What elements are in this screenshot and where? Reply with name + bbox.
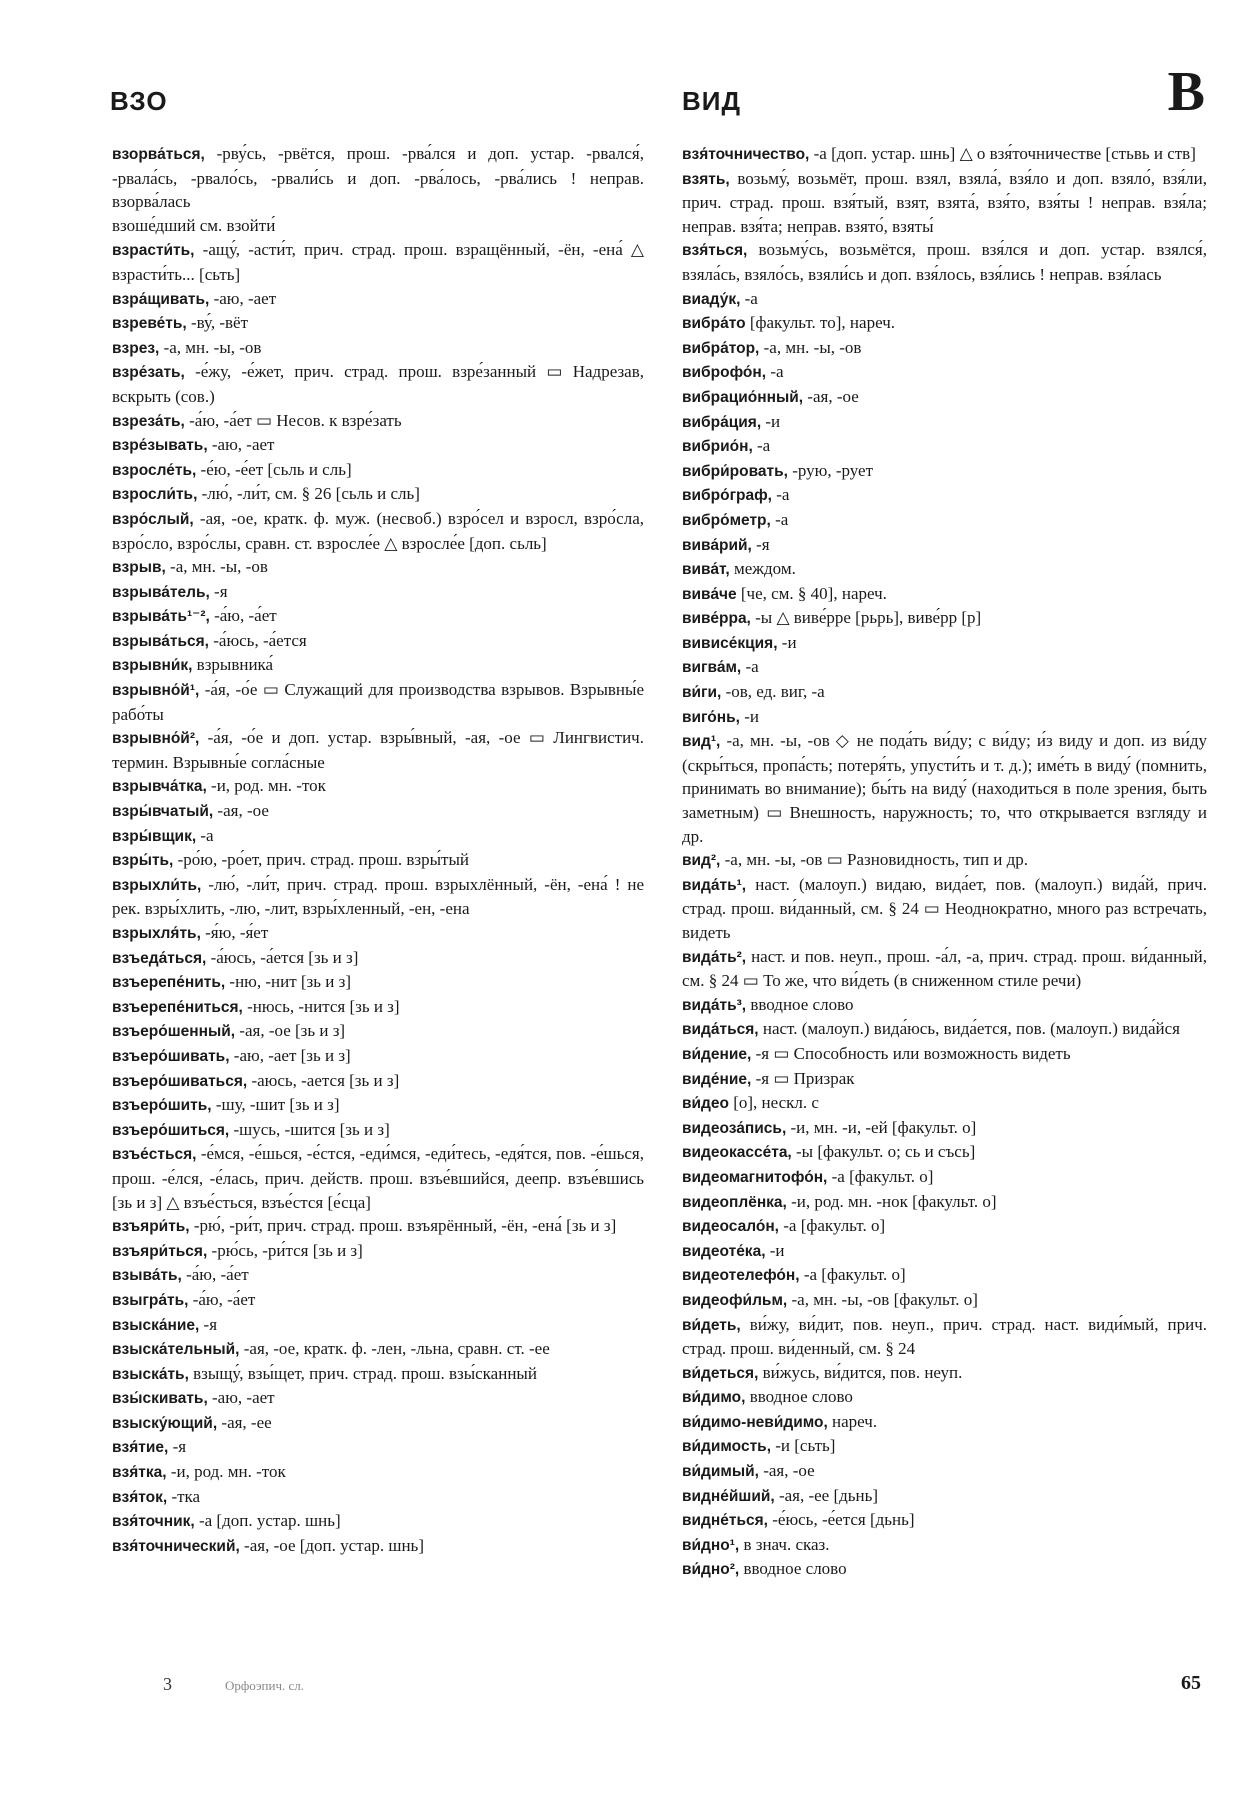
headword: взрывни́к, — [112, 657, 193, 675]
dictionary-entry — [682, 167, 1207, 239]
signature-text: Орфоэпич. сл. — [225, 1678, 305, 1693]
dictionary-entry — [682, 655, 1207, 680]
headword: взъяри́ть, — [112, 1218, 190, 1236]
headword: взрыва́тель, — [112, 583, 210, 601]
running-head-right: ВИД — [682, 86, 741, 116]
headword: взрывно́й², — [112, 730, 200, 748]
dictionary-entry — [682, 582, 1207, 607]
entry-text: -а́я, -о́е и доп. устар. взры́вный, -ая, -ое ▭ Лингвистич. термин. Взрывны́е согла́сные — [112, 728, 644, 772]
dictionary-entry — [682, 1459, 1207, 1484]
dictionary-entry — [112, 360, 644, 408]
headword: видеофи́льм, — [682, 1291, 788, 1309]
headword: виброфо́н, — [682, 364, 767, 382]
headword: взрыхли́ть, — [112, 876, 202, 894]
entry-text: -лю́, -ли́т, прич. страд. прош. взрыхлённый, -ён, -ена́ ! не рек. взры́хлить, -лю, -лит, взры́хленный, -ен, -ена — [112, 874, 644, 919]
entry-text: -нюсь, -нится [зь и з] — [242, 996, 400, 1016]
dictionary-entry — [682, 848, 1207, 873]
dictionary-entry — [112, 824, 644, 849]
entry-text: вводное слово — [739, 1559, 847, 1579]
dictionary-entry — [682, 1557, 1207, 1582]
headword: взъеро́шивать, — [112, 1047, 230, 1065]
dictionary-entry — [682, 1288, 1207, 1313]
headword: взры́ть, — [112, 852, 174, 870]
headword: взыва́ть, — [112, 1267, 182, 1285]
entry-text: -ая, -ое, кратк. ф. муж. (несвоб.) взро́сел и взросл, взро́сла, взро́сло, взро́слы, сравн. ст. взросле́е △ взросле́е [доп. сьль] — [112, 508, 644, 553]
dictionary-entry — [112, 921, 644, 946]
dictionary-entry — [682, 1190, 1207, 1215]
entry-text: -я ▭ Призрак — [751, 1068, 855, 1088]
entry-text: -ая, -ое, кратк. ф. -лен, -льна, сравн. ст. -ее — [239, 1339, 550, 1359]
entry-text: -и [сьть] — [771, 1436, 836, 1456]
headword: взыска́ть, — [112, 1365, 189, 1383]
entry-text: -а [факульт. о] — [827, 1166, 934, 1186]
entry-text: -ву́, -вёт — [186, 313, 249, 333]
dictionary-entry — [112, 409, 644, 434]
headword: ви́дно², — [682, 1561, 740, 1579]
headword: взъяри́ться, — [112, 1242, 208, 1260]
entry-text: -ая, -ое [доп. устар. шнь] — [239, 1535, 424, 1555]
entry-text: -ая, -ое — [803, 386, 859, 406]
headword: вида́ть³, — [682, 996, 747, 1014]
dictionary-entry — [682, 705, 1207, 730]
headword: вигва́м, — [682, 659, 742, 677]
entry-text: -а́юсь, -а́ется [зь и з] — [206, 947, 359, 967]
signature-mark: 3 — [163, 1674, 172, 1694]
entry-text: взоше́дший см. взойти́ — [112, 215, 276, 235]
headword: взросле́ть, — [112, 461, 197, 479]
dictionary-entry — [682, 1434, 1207, 1459]
entry-text: -и, мн. -и, -ей [факульт. о] — [786, 1117, 977, 1137]
dictionary-entry — [682, 1385, 1207, 1410]
dictionary-entry — [112, 1214, 644, 1239]
headword: ви́деть, — [682, 1316, 741, 1334]
entry-text: -а — [741, 657, 759, 677]
headword: взры́вщик, — [112, 827, 197, 845]
dictionary-entry — [112, 433, 644, 458]
dictionary-entry — [682, 1410, 1207, 1435]
entry-text: -тка — [167, 1486, 201, 1506]
entry-text: -ащу́, -асти́т, прич. страд. прош. взращённый, -ён, -ена́ △ взрасти́ть... [сьть] — [112, 240, 644, 284]
dictionary-entry — [682, 1533, 1207, 1558]
headword: вид¹, — [682, 733, 721, 751]
headword: вибри́ровать, — [682, 462, 788, 480]
headword: взреве́ть, — [112, 315, 187, 333]
headword: видеокассе́та, — [682, 1144, 792, 1162]
left-column — [112, 142, 644, 1558]
dictionary-entry — [682, 1361, 1207, 1386]
entry-text: -а, мн. -ы, -ов — [759, 337, 862, 357]
entry-text: -я́ю, -я́ет — [200, 923, 269, 942]
dictionary-entry — [682, 533, 1207, 558]
dictionary-entry — [682, 680, 1207, 705]
headword: видеомагнитофо́н, — [682, 1168, 828, 1186]
dictionary-entry — [112, 1337, 644, 1362]
entry-text: -я ▭ Способность или возможность видеть — [751, 1043, 1071, 1063]
dictionary-entry — [682, 993, 1207, 1018]
headword: взъеро́шиться, — [112, 1121, 230, 1139]
dictionary-entry — [682, 1484, 1207, 1509]
dictionary-entry — [682, 1239, 1207, 1264]
entry-text: -ая, -ее — [217, 1412, 272, 1432]
entry-text: -и, род. мн. -нок [факульт. о] — [786, 1191, 997, 1211]
entry-text: междом. — [729, 559, 796, 579]
dictionary-entry — [682, 1263, 1207, 1288]
entry-text: -а́ю, -а́ет — [188, 1289, 256, 1309]
headword: видеоза́пись, — [682, 1119, 787, 1137]
right-column — [682, 142, 1207, 1582]
headword: ви́димо, — [682, 1389, 746, 1407]
dictionary-entry — [112, 799, 644, 824]
headword: взъеро́шиваться, — [112, 1072, 248, 1090]
dictionary-entry — [112, 1093, 644, 1118]
headword: вид², — [682, 852, 721, 870]
headword: взре́зывать, — [112, 437, 208, 455]
headword: взрыва́ться, — [112, 632, 209, 650]
dictionary-entry — [682, 1067, 1207, 1092]
entry-text: -е́юсь, -е́ется [дьнь] — [767, 1510, 915, 1530]
dictionary-entry — [682, 142, 1207, 167]
dictionary-entry — [112, 1288, 644, 1313]
dictionary-entry — [682, 238, 1207, 286]
entry-text: -а́ю, -а́ет — [181, 1265, 249, 1285]
dictionary-entry — [112, 1534, 644, 1559]
dictionary-entry — [112, 946, 644, 971]
headword: ви́дение, — [682, 1045, 752, 1063]
headword: взре́зать, — [112, 364, 185, 382]
dictionary-entry — [682, 483, 1207, 508]
dictionary-entry — [682, 1091, 1207, 1116]
headword: взять, — [682, 170, 730, 188]
headword: взъе́сться, — [112, 1146, 197, 1164]
entry-text: вводное слово — [745, 1387, 853, 1407]
section-letter: В — [1167, 61, 1205, 123]
entry-text: -е́ю, -е́ет [сьль и сль] — [196, 459, 352, 479]
dictionary-entry — [682, 360, 1207, 385]
entry-text: -ро́ю, -ро́ет, прич. страд. прош. взры́тый — [173, 850, 469, 870]
headword: взрыв, — [112, 559, 166, 577]
headword: взро́слый, — [112, 510, 194, 528]
entry-text: -а [факульт. о] — [779, 1216, 886, 1236]
headword: взъерепе́нить, — [112, 974, 226, 992]
dictionary-entry — [112, 1411, 644, 1436]
entry-text: -я — [209, 581, 228, 601]
headword: видне́ться, — [682, 1512, 768, 1530]
entry-text: -а — [771, 485, 790, 505]
headword: ви́димость, — [682, 1438, 771, 1456]
dictionary-entry — [112, 1460, 644, 1485]
entry-text: ви́жусь, ви́дится, пов. неуп. — [758, 1362, 963, 1382]
headword: взъерепе́ниться, — [112, 998, 243, 1016]
entry-text: -ы [факульт. о; сь и съсь] — [791, 1142, 976, 1162]
dictionary-entry — [112, 287, 644, 312]
headword: виаду́к, — [682, 290, 741, 308]
dictionary-entry — [112, 507, 644, 555]
entry-text: -я — [168, 1437, 187, 1457]
headword: вибрио́н, — [682, 438, 753, 456]
headword: ви́димый, — [682, 1463, 759, 1481]
headword: вида́ть¹, — [682, 876, 747, 894]
dictionary-entry — [112, 1239, 644, 1264]
headword: взрасти́ть, — [112, 242, 195, 260]
headword: взя́ться, — [682, 242, 748, 260]
dictionary-entry — [682, 606, 1207, 631]
entry-text: вводное слово — [746, 994, 854, 1014]
headword: вибро́метр, — [682, 511, 771, 529]
headword: видеотелефо́н, — [682, 1267, 800, 1285]
dictionary-entry — [112, 580, 644, 605]
entry-text: -я — [751, 534, 770, 554]
entry-text: -лю́, -ли́т, см. § 26 [сьль и сль] — [197, 484, 420, 504]
dictionary-entry — [112, 1044, 644, 1069]
entry-text: -а — [752, 436, 771, 456]
dictionary-entry — [682, 1214, 1207, 1239]
entry-text: [факульт. то], нареч. — [745, 313, 895, 333]
entry-text: -а, мн. -ы, -ов ▭ Разновидность, тип и др. — [720, 850, 1028, 870]
entry-text: -аю, -ает — [207, 435, 275, 455]
dictionary-entry — [682, 631, 1207, 656]
dictionary-entry — [112, 970, 644, 995]
entry-text: -аю, -ает — [209, 288, 277, 308]
dictionary-entry — [112, 1313, 644, 1338]
headword: взыгра́ть, — [112, 1291, 189, 1309]
entry-text: -ов, ед. виг, -а — [721, 682, 825, 702]
headword: взя́точник, — [112, 1513, 195, 1531]
dictionary-entry — [682, 1165, 1207, 1190]
dictionary-entry — [112, 1386, 644, 1411]
headword: виго́нь, — [682, 708, 740, 726]
dictionary-entry — [682, 311, 1207, 336]
headword: вива́че — [682, 585, 737, 603]
headword: взя́тка, — [112, 1464, 167, 1482]
dictionary-entry — [112, 1069, 644, 1094]
dictionary-entry — [682, 1116, 1207, 1141]
headword: вибра́тор, — [682, 339, 760, 357]
dictionary-entry — [682, 557, 1207, 582]
dictionary-entry — [682, 1042, 1207, 1067]
page-number: 65 — [1181, 1672, 1201, 1694]
entry-text: -рву́сь, -рвётся, прош. -рва́лся и доп. устар. -рвался́, -рвала́сь, -рвало́сь, -рвали́сь и доп. -рва́лось, -рва́лись ! неправ. взорва́лась — [112, 144, 644, 212]
headword: ви́дно¹, — [682, 1536, 740, 1554]
dictionary-entry — [112, 726, 644, 774]
entry-text: [о], нескл. с — [728, 1093, 819, 1113]
dictionary-entry — [682, 873, 1207, 945]
dictionary-entry — [112, 1362, 644, 1387]
entry-text: -аюсь, -ается [зь и з] — [247, 1070, 400, 1090]
headword: вибрацио́нный, — [682, 388, 804, 406]
headword: взы́скивать, — [112, 1390, 208, 1408]
dictionary-entry — [112, 555, 644, 580]
headword: взя́точнический, — [112, 1537, 240, 1555]
entry-text: -ая, -ое [зь и з] — [235, 1021, 346, 1041]
dictionary-entry — [682, 729, 1207, 848]
headword: взыску́ющий, — [112, 1414, 218, 1432]
entry-text: -а́я, -о́е ▭ Служащий для производства взрывов. Взрывны́е рабо́ты — [112, 680, 644, 724]
dictionary-entry — [682, 508, 1207, 533]
headword: взыска́ние, — [112, 1316, 200, 1334]
headword: взреза́ть, — [112, 412, 185, 430]
dictionary-entry — [112, 1263, 644, 1288]
entry-text: -и — [777, 632, 797, 652]
dictionary-entry — [112, 848, 644, 873]
headword: вива́т, — [682, 561, 730, 579]
entry-text: -а, мн. -ы, -ов [факульт. о] — [787, 1289, 978, 1309]
entry-text: -шу, -шит [зь и з] — [211, 1095, 340, 1115]
dictionary-entry — [112, 482, 644, 507]
entry-text: -а, мн. -ы, -ов ◇ не пода́ть ви́ду; с ви́ду; и́з виду и доп. из ви́ду (скры́ться, пропа́сть; потеря́ть, упусти́ть и т. д.); име́ть в виду́ (помнить, принимать во внимание); бы́ть на виду́ (находиться в поле зрения, быть заметным) ▭ Внешность, наружность; то, что открывается взгляду и др. — [682, 731, 1207, 846]
headword: взъеда́ться, — [112, 949, 207, 967]
headword: ви́ги, — [682, 684, 722, 702]
headword: вибро́граф, — [682, 487, 772, 505]
headword: взя́тие, — [112, 1439, 169, 1457]
headword: взорва́ться, — [112, 146, 205, 163]
dictionary-entry — [682, 385, 1207, 410]
headword: ви́димо-неви́димо, — [682, 1413, 828, 1431]
entry-text: возьму́, возьмёт, прош. взял, взяла́, взя́ло и доп. взяло́, взя́ли, прич. страд. прош. взя́тый, взят, взята́, взя́то, взя́ты ! неправ. взя́ла; неправ. взя́та; неправ. взято́, взяты́ — [682, 168, 1207, 236]
dictionary-entry — [112, 774, 644, 799]
entry-text: нареч. — [827, 1411, 878, 1431]
entry-text: -я — [199, 1314, 218, 1334]
entry-text: взыщу́, взы́щет, прич. страд. прош. взы́сканный — [188, 1363, 537, 1383]
entry-text: -а, мн. -ы, -ов — [165, 557, 268, 577]
dictionary-entry — [112, 995, 644, 1020]
headword: ви́део — [682, 1095, 729, 1113]
dictionary-entry — [112, 1019, 644, 1044]
entry-text: -и — [765, 1240, 785, 1260]
dictionary-entry — [112, 629, 644, 654]
dictionary-entry — [112, 214, 644, 239]
dictionary-entry — [112, 653, 644, 678]
headword: вива́рий, — [682, 536, 752, 554]
entry-text: наст. и пов. неуп., прош. -а́л, -а, прич. страд. прош. ви́данный, см. § 24 ▭ То же, что ви́деть (в сниженном стиле речи) — [682, 946, 1207, 991]
headword: взрез, — [112, 339, 160, 357]
dictionary-entry — [112, 336, 644, 361]
entry-text: -а [факульт. о] — [799, 1265, 906, 1285]
dictionary-entry — [112, 1485, 644, 1510]
headword: взя́ток, — [112, 1488, 168, 1506]
entry-text: -е́мся, -е́шься, -е́стся, -еди́мся, -еди́тесь, -едя́тся, пов. -е́шься, прош. -е́лся, -е́лась, прич. действ. прош. взъе́вшийся, деепр. взъе́вшись [зь и з] △ взъе́сться, взъе́стся [е́сца] — [112, 1144, 644, 1212]
dictionary-entry — [682, 336, 1207, 361]
entry-text: -ы △ виве́рре [рьрь], виве́рр [р] — [750, 608, 982, 628]
headword: виве́рра, — [682, 610, 751, 628]
dictionary-entry — [112, 458, 644, 483]
entry-text: -а — [770, 509, 789, 529]
headword: взыска́тельный, — [112, 1341, 240, 1359]
headword: вибра́то — [682, 315, 746, 333]
dictionary-entry — [682, 1508, 1207, 1533]
dictionary-entry — [112, 604, 644, 629]
headword: виде́ние, — [682, 1070, 752, 1088]
headword: взъеро́шить, — [112, 1097, 212, 1115]
entry-text: -а — [766, 362, 784, 382]
headword: видеосало́н, — [682, 1218, 779, 1236]
headword: взры́вчатый, — [112, 803, 214, 821]
headword: ви́деться, — [682, 1364, 759, 1382]
entry-text: -аю, -ает [зь и з] — [229, 1045, 351, 1065]
headword: взрыхля́ть, — [112, 925, 201, 942]
entry-text: -ню, -нит [зь и з] — [225, 972, 352, 992]
entry-text: наст. (малоуп.) вида́юсь, вида́ется, пов. (малоуп.) вида́йся — [758, 1019, 1180, 1039]
headword: взрывча́тка, — [112, 778, 207, 796]
entry-text: -а — [196, 825, 214, 845]
entry-text: ви́жу, ви́дит, пов. неуп., прич. страд. наст. види́мый, прич. страд. прош. ви́денный, см. § 24 — [682, 1314, 1207, 1359]
dictionary-entry — [682, 410, 1207, 435]
entry-text: -и, род. мн. -ток — [166, 1462, 286, 1482]
dictionary-entry — [682, 1140, 1207, 1165]
entry-text: -а́ю, -а́ет — [209, 606, 277, 626]
entry-text: -а, мн. -ы, -ов — [159, 337, 262, 357]
dictionary-entry — [682, 1017, 1207, 1042]
entry-text: -а́ю, -а́ет ▭ Несов. к взре́зать — [184, 410, 402, 430]
entry-text: [че, см. § 40], нареч. — [736, 583, 887, 603]
entry-text: наст. (малоуп.) видаю, вида́ет, пов. (малоуп.) вида́й, прич. страд. прош. ви́данный, см. § 24 ▭ Неоднократно, много раз встречать, видеть — [682, 874, 1207, 942]
headword: взрыва́ть¹⁻², — [112, 608, 210, 626]
dictionary-entry — [112, 311, 644, 336]
entry-text: -и — [739, 706, 759, 726]
dictionary-entry — [112, 873, 644, 921]
headword: видне́йший, — [682, 1487, 775, 1505]
headword: взра́щивать, — [112, 290, 210, 308]
entry-text: -а́юсь, -а́ется — [208, 630, 307, 650]
entry-text: -шусь, -шится [зь и з] — [229, 1119, 390, 1139]
dictionary-entry — [112, 678, 644, 726]
headword: вида́ться, — [682, 1021, 759, 1039]
headword: видеоплёнка, — [682, 1193, 787, 1211]
entry-text: в знач. сказ. — [739, 1534, 830, 1554]
entry-text: возьму́сь, возьмётся, прош. взя́лся и доп. устар. взялся́, взяла́сь, взяло́сь, взяли́сь и доп. взя́лось, взя́лись ! неправ. взя́лась — [682, 240, 1207, 284]
dictionary-entry — [682, 1313, 1207, 1361]
entry-text: -рую, -рует — [787, 460, 874, 480]
headword: вибра́ция, — [682, 413, 762, 431]
entry-text: -рю́сь, -ри́тся [зь и з] — [207, 1240, 363, 1260]
entry-text: -ая, -ее [дьнь] — [774, 1485, 879, 1505]
dictionary-entry — [112, 1509, 644, 1534]
dictionary-entry — [682, 434, 1207, 459]
headword: взрывно́й¹, — [112, 682, 200, 700]
dictionary-entry — [682, 459, 1207, 484]
entry-text: -ая, -ое — [213, 801, 269, 821]
running-head-left: ВЗО — [110, 86, 168, 116]
entry-text: -е́жу, -е́жет, прич. страд. прош. взре́занный ▭ Надрезав, вскрыть (сов.) — [112, 362, 644, 406]
headword: взя́точничество, — [682, 146, 810, 163]
dictionary-entry — [112, 1142, 644, 1214]
headword: видеоте́ка, — [682, 1242, 766, 1260]
headword: взъеро́шенный, — [112, 1023, 236, 1041]
entry-text: -и, род. мн. -ток — [206, 776, 326, 796]
entry-text: -а [доп. устар. шнь] — [194, 1511, 341, 1531]
headword: вивисе́кция, — [682, 634, 778, 652]
dictionary-entry — [112, 1118, 644, 1143]
dictionary-entry — [112, 1435, 644, 1460]
entry-text: -рю́, -ри́т, прич. страд. прош. взъярённый, -ён, -ена́ [зь и з] — [189, 1216, 617, 1236]
headword: вида́ть², — [682, 948, 747, 966]
entry-text: -а — [740, 288, 758, 308]
dictionary-entry — [112, 238, 644, 286]
headword: взросли́ть, — [112, 486, 198, 504]
dictionary-entry — [112, 142, 644, 214]
entry-text: -ая, -ое — [758, 1461, 815, 1481]
dictionary-entry — [682, 287, 1207, 312]
entry-text: -а [доп. устар. шнь] △ о взя́точничестве [стьвь и ств] — [809, 144, 1196, 163]
entry-text: -аю, -ает — [207, 1388, 275, 1408]
entry-text: -и — [761, 411, 781, 431]
entry-text: взрывника́ — [192, 655, 274, 675]
dictionary-entry — [682, 945, 1207, 993]
